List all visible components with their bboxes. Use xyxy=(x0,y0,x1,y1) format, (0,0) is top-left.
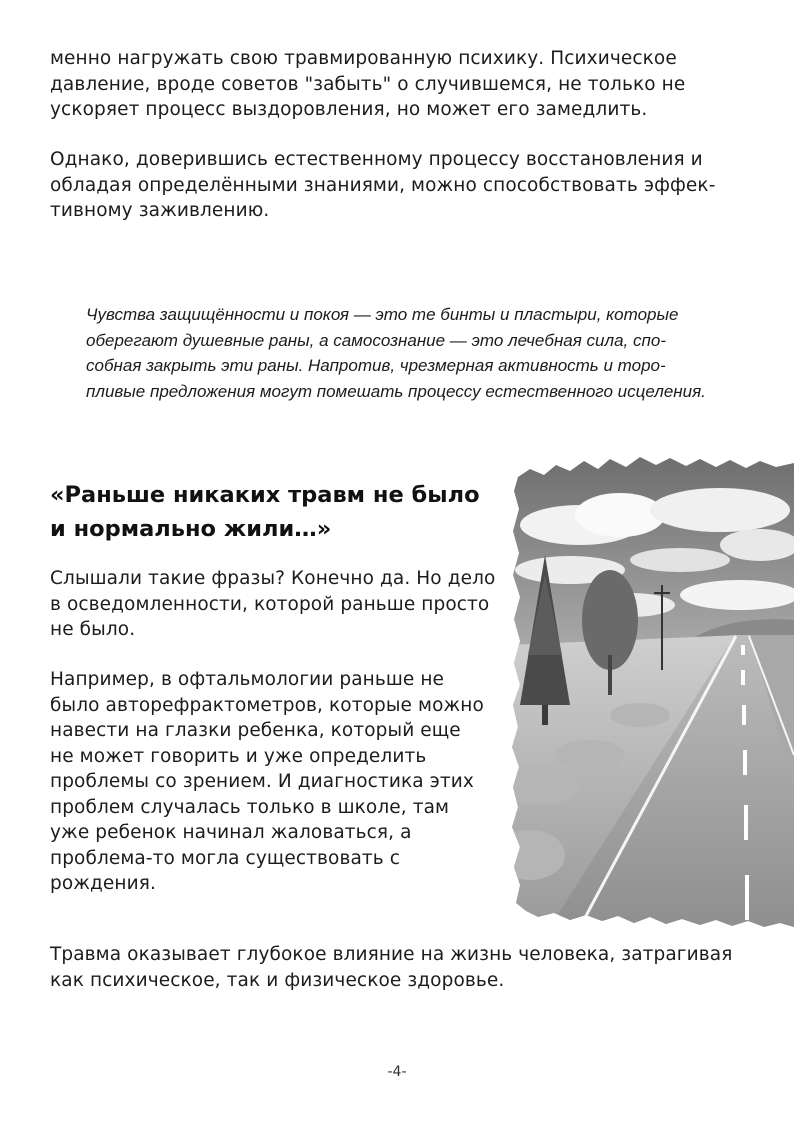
page-number: -4- xyxy=(387,1064,407,1080)
road-photo xyxy=(510,455,794,927)
section-heading: «Раньше никаких травм не было и нормально жили…» xyxy=(50,482,480,542)
paragraph-closing: Травма оказывает глубокое влияние на жизнь человека, затрагивая как психическое, так и физическое здоровье. xyxy=(50,944,733,991)
paragraph-section-2: Например, в офтальмологии раньше не было авторефрактометров, которые можно навести на глазки ребенка, который еще не может говорить и уже определить проблемы со зрением. И диагностика этих проблем случалась только в школе, там уже ребенок начинал жаловаться, а проблема-то могла существовать с рождения. xyxy=(50,669,484,894)
paragraph-section-1: Слышали такие фразы? Конечно да. Но дело в осведомленности, которой раньше просто не было. xyxy=(50,568,496,640)
road-photo-icon xyxy=(510,455,794,927)
paragraph-intro: менно нагружать свою травмированную психику. Психическое давление, вроде советов "забыть" о случившемся, не только не ускоряет процесс выздоровления, но может его замедлить. xyxy=(50,48,686,120)
paragraph-however: Однако, доверившись естественному процессу восстановления и обладая определёнными знаниями, можно способствовать эффективному заживлению. xyxy=(50,149,716,221)
quote-block: Чувства защищённости и покоя — это те бинты и пластыри, которые оберегают душевные раны, а самосознание — это лечебная сила, способная закрыть эти раны. Напротив, чрезмерная активность и торопливые предложения могут помешать процессу естественного исцеления. xyxy=(86,305,706,401)
